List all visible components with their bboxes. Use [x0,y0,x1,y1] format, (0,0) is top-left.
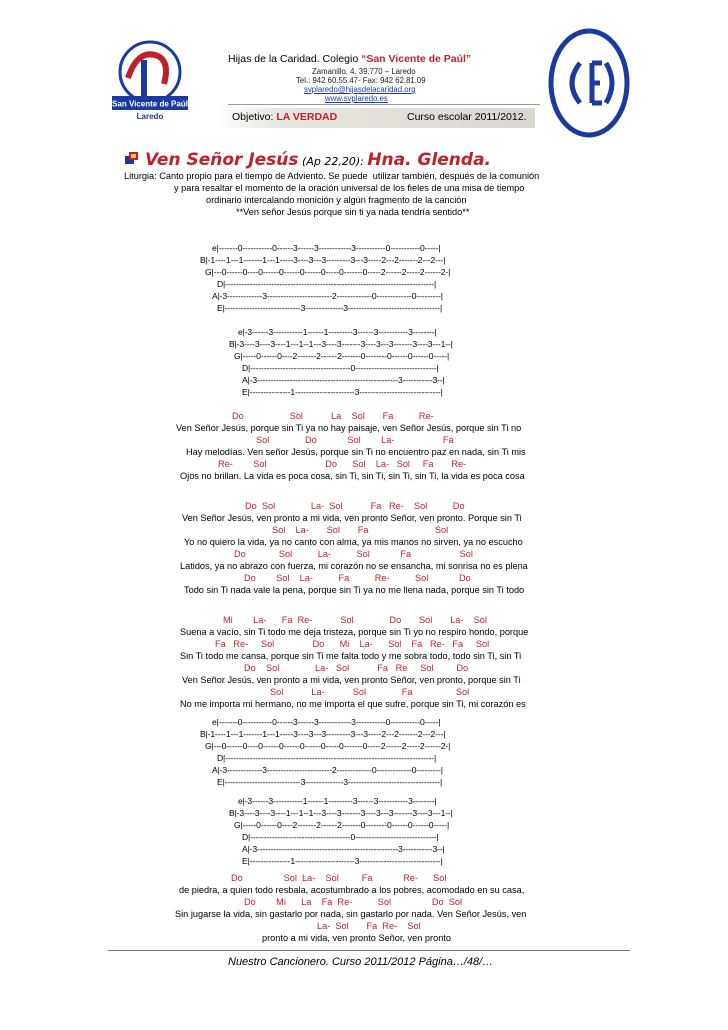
lyric-line: No me importa mi hermano, no me importa el que sufre, porque sin Ti, mi corazón es [180,699,526,709]
tablature-line: G|-----0------0----2-------2------2-------0--------0------0------0-----| [234,351,450,361]
bible-reference: (Ap 22,20) [298,155,361,168]
lyric-line: ordinario intercalando monición y algún fragmento de la canción [206,195,467,205]
tablature-line: e|-------0-----------0------3------3------------3-----------0-----------0-----| [212,243,441,253]
lyric-line: Sin jugarse la vida, sin gastarlo por nada, sin gastarlo por nada. Ven Señor Jesús, ven [175,909,527,919]
school-web-link[interactable]: www.svplaredo.es [325,94,388,103]
objective-line [232,111,337,123]
lyric-line: **Ven señor Jesús porque sin ti ya nada tendría sentido** [236,207,470,217]
lyric-line: Todo sin Ti nada vale la pena, porque sin Ti ya no me llena nada, porque sin Ti todo [184,585,525,595]
objective-label: Objetivo: [232,111,277,123]
logo-sub-caption: Laredo [136,112,164,121]
chord-line: Do Mi La Fa Re- Sol Do Sol [244,897,463,907]
chord-line: Fa Re- Sol Do Mi La- Sol Fa Re- Fa Sol [215,639,490,649]
tablature-line: A|-3----------------------------------------------------3-----------3--| [242,375,445,385]
course-year: Curso escolar 2011/2012. [407,111,527,123]
tablature-line: e|-3------3-----------1------1---------3------3-----------3--------| [238,327,437,337]
tablature-line: E|----------------------------3--------------3----------------------------------| [217,777,443,787]
song-author: Hna. Glenda. [367,150,492,170]
logo-caption: San Vicente de Paúl [112,99,188,109]
chord-line: Sol La- Sol Fa Sol [270,687,470,697]
tablature-line: G|-----0------0----2-------2------2-------0--------0------0------0-----| [234,820,450,830]
song-title-row [124,150,491,170]
tablature-line: e|-3------3-----------1------1---------3------3-----------3--------| [238,796,437,806]
school-name-line [228,53,471,65]
tablature-line: D|-------------------------------------0------------------------------| [242,832,439,842]
lyric-line: Latidos, ya no abrazo con fuerza, mi corazón no se ensancha, mi sonrisa no es plena [180,561,528,571]
chord-line: Mi La- Fa Re- Sol Do Sol La- Sol [223,615,487,625]
objective-value: LA VERDAD [276,111,338,123]
tablature-line: D|-------------------------------------0------------------------------| [242,363,439,373]
lyric-line: Yo no quiero la vida, ya no canto con alma, ya mis manos no sirven, ya no escucho [184,537,523,547]
lyric-line: Liturgia: Canto propio para el tiempo de Adviento. Se puede utilizar también, después de la comunión [124,171,540,181]
chord-line: Do Sol La- Fa Re- Sol Do [244,573,471,583]
chord-line: Do Sol La- Sol Fa Sol [234,549,473,559]
tablature-line: D|-----------------------------------------------------------------------------| [217,279,437,289]
lyric-line: pronto a mi vida, ven pronto Señor, ven pronto [262,933,451,943]
tablature-line: B|-1----1---1-------1---1-----3----3---3---------3---3-----2---2-------2---2---| [200,255,446,265]
chord-line: Sol La- Sol Fa Sol [272,525,449,535]
tablature-line: B|-3----3----3----1---1--1---3----3-------3----3---3-------3----3---1--| [229,808,453,818]
tablature-line: D|-----------------------------------------------------------------------------| [217,753,437,763]
page-footer: Nuestro Cancionero. Curso 2011/2012 Página…/48/… [228,956,494,968]
chord-line: Do Sol La Sol Fa Re- [232,411,434,421]
tablature-line: A|-3----------------------------------------------------3-----------3--| [242,844,445,854]
title-separator: : [360,155,368,168]
school-address: Zamanillo, 4. 39.770 – Laredo [312,67,416,76]
tablature-line: e|-------0-----------0------3------3------------3-----------0-----------0-----| [212,717,441,727]
tablature-line: E|---------------1----------------------3------------------------------| [242,856,443,866]
page-header [0,0,728,145]
tablature-line: G|---0------0----0------0------0------0-----0-------0-----2------2-----2------2-| [205,741,451,751]
tablature-line: A|-3-------------3------------------------2-------------0-------------0---------| [212,291,443,301]
chord-line: Sol Do Sol La- Fa [256,435,454,445]
school-email-link[interactable]: svplaredo@hijasdelacaridad.org [304,85,416,94]
song-title: Ven Señor Jesús [145,150,299,170]
lyric-line: y para resaltar el momento de la oración universal de los fieles de una misa de tiempo [174,183,525,193]
school-name: “San Vicente de Paúl” [361,53,472,65]
lyric-line: Ven Señor Jesús, ven pronto a mi vida, ven pronto Señor, ven pronto, porque sin Ti [182,675,521,685]
lyric-line: Ven Señor Jesús, porque sin Ti ya no hay paisaje, ven Señor Jesús, porque sin Ti no [176,423,522,433]
ced-logo [548,28,630,138]
footer-divider [108,950,630,951]
tablature-line: A|-3-------------3------------------------2-------------0-------------0---------| [212,765,443,775]
tablature-line: B|-3----3----3----1---1--1---3----3-------3----3---3-------3----3---1--| [229,339,453,349]
school-logo [108,38,192,122]
lyric-line: de piedra, a quien todo resbala, acostumbrado a los pobres, acomodado en su casa, [179,885,525,895]
tablature-line: E|----------------------------3--------------3----------------------------------| [217,303,443,313]
lyric-line: Ojos no brillan. La vida es poca cosa, sin Ti, sin Ti, sin Ti, sin Ti, la vida es poca cosa [180,471,525,481]
lyric-line: Suena a vacío, sin Ti todo me deja tristeza, porque sin Ti yo no respiro hondo, porque [180,627,529,637]
chord-line: Do Sol La- Sol Fa Re- Sol [231,873,447,883]
music-note-icon [124,150,140,166]
tablature-line: G|---0------0----0------0------0------0-----0-------0-----2------2-----2------2-| [205,267,451,277]
lyric-line: Sin Ti todo me cansa, porque sin Ti me falta todo y me sobra todo, todo sin Ti, sin Ti [180,651,522,661]
tablature-line: B|-1----1---1-------1---1-----3----3---3---------3---3-----2---2-------2---2---| [200,729,446,739]
tablature-line: E|---------------1----------------------3------------------------------| [242,387,443,397]
lyric-line: Hay melodías. Ven señor Jesús, porque sin Ti no encuentro paz en nada, sin Ti mis [186,447,526,457]
school-phone: Tel.: 942 60.55.47- Fax: 942 62.81.09 [296,76,426,85]
chord-line: La- Sol Fa Re- Sol [317,921,421,931]
school-prefix: Hijas de la Caridad. Colegio [228,53,362,65]
chord-line: Do Sol La- Sol Fa Re- Sol Do [245,501,465,511]
lyric-line: Ven Señor Jesús, ven pronto a mi vida, ven pronto Señor, ven pronto. Porque sin Ti [182,513,522,523]
chord-line: Re- Sol Do Sol La- Sol Fa Re- [218,459,467,469]
header-divider [228,104,540,105]
chord-line: Do Sol La- Sol Fa Re Sol Do [244,663,469,673]
